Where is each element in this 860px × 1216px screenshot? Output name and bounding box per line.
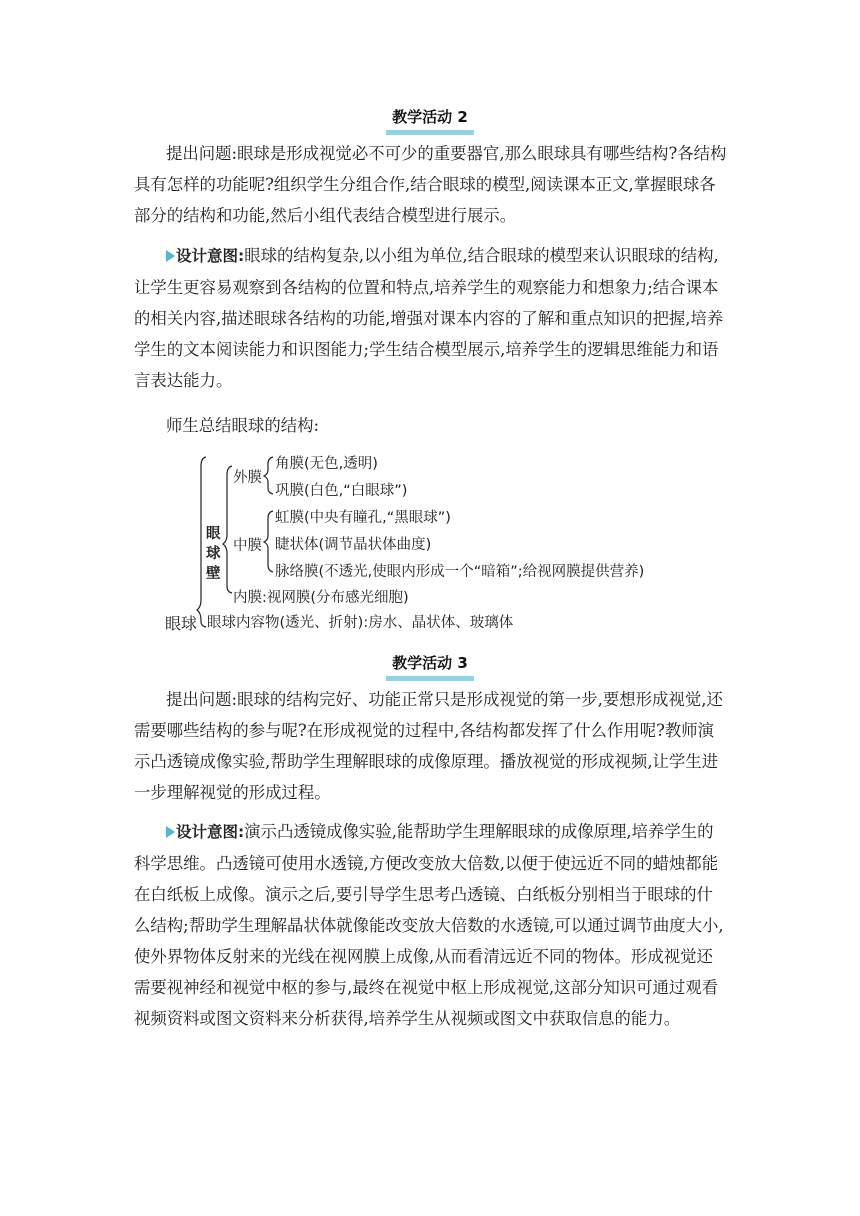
activity-3-design-intent bbox=[134, 816, 728, 1034]
design-intent-text: 演示凸透镜成像实验,能帮助学生理解眼球的成像原理,培养学生的科学思维。凸透镜可使用水透镜,方便改变放大倍数,以便于使远近不同的蜡烛都能在白纸板上成像。演示之后,要引导学生思考凸透镜、白纸板分别相当于眼球的什么结构;帮助学生理解晶状体就像能改变放大倍数的水透镜,可以通过调节曲度大小,使外界物体反射来的光线在视网膜上成像,从而看清远近不同的物体。形成视觉还需要视神经和视觉中枢的参与,最终在视觉中枢上形成视觉,这部分知识可通过观看视频资料或图文资料来分析获得,培养学生从视频或图文中获取信息的能力。 bbox=[134, 822, 724, 1028]
tree-choroid: 脉络膜(不透光,使眼内形成一个“暗箱”;给视网膜提供营养) bbox=[275, 564, 645, 580]
activity-2-title: 教学活动 2 bbox=[0, 106, 860, 135]
tree-eyeball-contents: 眼球内容物(透光、折射):房水、晶状体、玻璃体 bbox=[207, 615, 514, 631]
activity-2-question: 提出问题:眼球是形成视觉必不可少的重要器官,那么眼球具有哪些结构?各结构具有怎样的功能呢?组织学生分组合作,结合眼球的模型,阅读课本正文,掌握眼球各部分的结构和功能,然后小组代表结合模型进行展示。 bbox=[134, 144, 727, 225]
tree-inner-membrane: 内膜:视网膜(分布感光细胞) bbox=[233, 590, 409, 606]
tree-outer-membrane: 外膜 bbox=[233, 470, 262, 486]
tree-middle-membrane: 中膜 bbox=[233, 538, 262, 554]
tree-ciliary-body: 睫状体(调节晶状体曲度) bbox=[275, 537, 432, 553]
tree-eyeball-wall: 眼 球 壁 bbox=[206, 526, 221, 582]
activity-3-title: 教学活动 3 bbox=[0, 652, 860, 681]
tree-root-eyeball: 眼球 bbox=[165, 614, 198, 633]
triangle-marker-icon bbox=[166, 826, 175, 838]
summary-intro: 师生总结眼球的结构: bbox=[166, 416, 320, 435]
activity-3-question: 提出问题:眼球的结构完好、功能正常只是形成视觉的第一步,要想形成视觉,还需要哪些结构的参与呢?在形成视觉的过程中,各结构都发挥了什么作用呢?教师演示凸透镜成像实验,帮助学生理解眼球的成像原理。播放视觉的形成视频,让学生进一步理解视觉的形成过程。 bbox=[134, 690, 723, 802]
design-intent-text: 眼球的结构复杂,以小组为单位,结合眼球的模型来认识眼球的结构,让学生更容易观察到各结构的位置和特点,培养学生的观察能力和想象力;结合课本的相关内容,描述眼球各结构的功能,增强对课本内容的了解和重点知识的把握,培养学生的文本阅读能力和识图能力;学生结合模型展示,培养学生的逻辑思维能力和语言表达能力。 bbox=[134, 246, 724, 390]
tree-sclera: 巩膜(白色,“白眼球”) bbox=[275, 483, 408, 499]
design-intent-label: 设计意图: bbox=[176, 823, 245, 841]
design-intent-label: 设计意图: bbox=[176, 247, 245, 265]
tree-iris: 虹膜(中央有瞳孔,“黑眼球”) bbox=[275, 510, 451, 526]
tree-cornea: 角膜(无色,透明) bbox=[275, 456, 378, 472]
